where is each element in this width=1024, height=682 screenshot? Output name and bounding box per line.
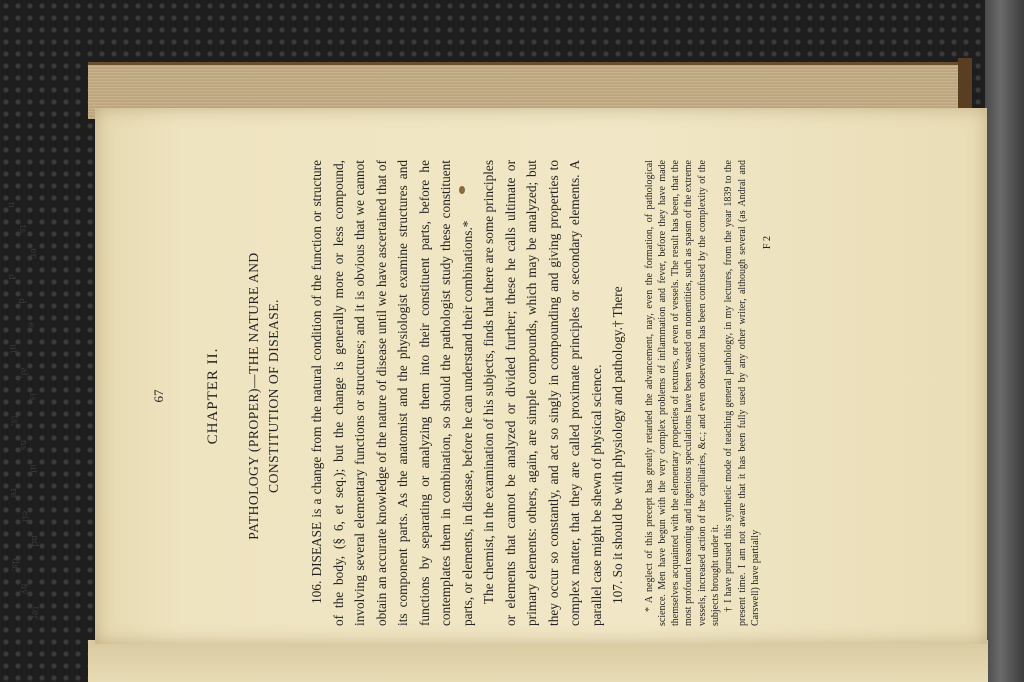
margin-fragment: ut [27, 464, 38, 474]
paragraph-107: 107. So it should be with physiology and pathology.† There [610, 286, 625, 604]
margin-fragment: ts, [8, 415, 19, 427]
margin-fragment: e [25, 322, 36, 328]
facing-page-edge [88, 640, 988, 682]
margin-fragment: hy [18, 583, 29, 595]
margin-fragment: re [7, 488, 18, 498]
footnotes [643, 160, 763, 626]
margin-fragment: ut [7, 344, 18, 354]
page-number: 67 [151, 389, 166, 403]
scanner-edge [985, 0, 1024, 682]
margin-fragment: ds, [9, 558, 20, 572]
body-text [306, 160, 629, 626]
heading-line-1: PATHOLOGY (PROPER)—THE NATURE AND [246, 252, 261, 540]
heading-line-2: CONSTITUTION OF DISEASE. [266, 299, 281, 493]
footnote-1: * A neglect of this precept has greatly retarded the advancement, nay, even the formation, of pathological science. Men have begun with the very complex problems of inflammation and fever, before they have made themselves acquainted with the elementary properties of textures, or even of vessels. The result has been, that the most profound reasoning and ingenious speculations have been wasted on nonentities, such as spasm of the extreme vessels, increased action of the capillaries, &c.; and even observation has been confused by the complexity of the subjects brought under it. [643, 160, 721, 626]
margin-fragment: is [26, 393, 37, 401]
footnote-2: † I have pursued this synthetic mode of teaching general pathology, in my lectures, from the year 1839 to the present time. I am not aware that it has been fully used by any other writer, although several (as Andral and Carswell) have partially [723, 160, 761, 626]
margin-fragment: d [5, 274, 16, 280]
page-text-block [123, 146, 883, 646]
margin-fragment: ns [18, 439, 29, 451]
margin-fragment: nd [28, 535, 39, 547]
paragraph-106: 106. DISEASE is a change from the natural condition of the function or structure of the body, (§ 6, et seq.); but the change is generally more or less compound, involving several elementary functions or structures; and it is obvious that we cannot obtain an accurate knowledge of the nature of disease until we have ascertained that of its component parts. As the anatomist and the physiologist examine structures and functions by separating or analyzing them into their constituent parts, before he contemplates them in combination, so should the pathologist study these constituent parts, or elements, in disease, before he can understand their combinations.* [309, 160, 475, 626]
margin-fragment: ter [29, 606, 40, 620]
margin-fragment: n [5, 202, 16, 208]
margin-fragment: al, [18, 367, 29, 379]
paragraph-chemist: The chemist, in the examination of his subjects, finds that there are some principles or elements that cannot be analyzed or divided further; these he calls ultimate or primary elements: others, again, are simple compounds, which may be analyzed; but they occur so constantly, and act so singly in compounding and giving properties to complex matter, that they are called proximate principles or secondary elements. A parallel case might be shewn of physical science. [481, 160, 604, 626]
section-heading [244, 146, 284, 646]
margin-fragment: er [27, 248, 38, 258]
facing-page-fragments [0, 0, 48, 682]
margin-fragment: eir [19, 510, 30, 524]
margin-fragment: d [15, 298, 26, 304]
signature-mark: F 2 [762, 236, 774, 250]
chapter-title: CHAPTER II. [205, 347, 221, 445]
margin-fragment: ts [17, 224, 28, 234]
